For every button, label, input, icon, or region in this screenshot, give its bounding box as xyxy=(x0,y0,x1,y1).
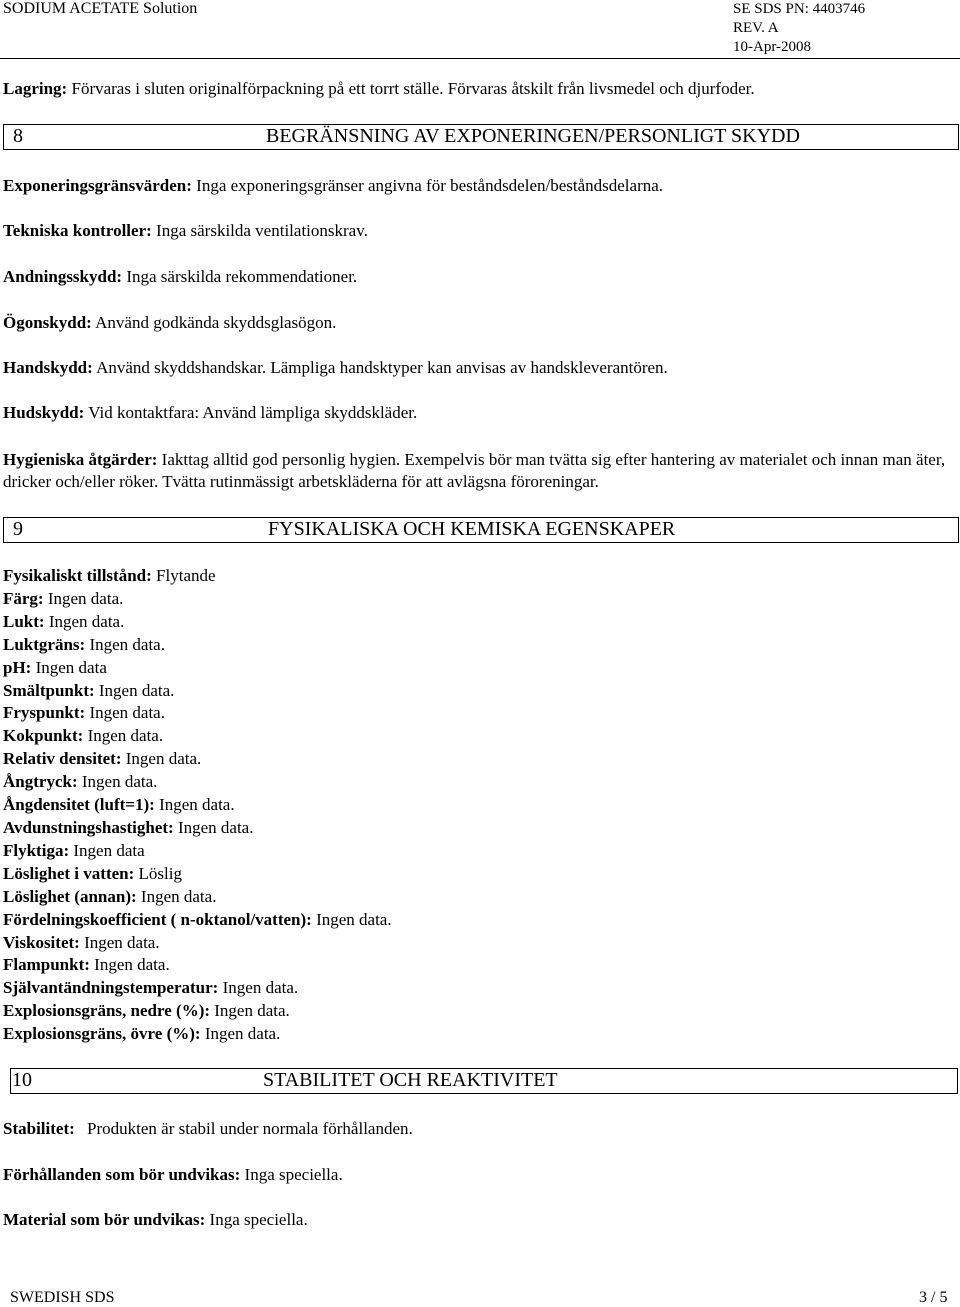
field-value: Använd godkända skyddsglasögon. xyxy=(95,313,337,332)
field-label: Förhållanden som bör undvikas: xyxy=(3,1165,241,1184)
property-row xyxy=(3,1023,392,1046)
property-row xyxy=(3,909,392,932)
exposure-limits xyxy=(3,176,663,196)
property-value: Löslig xyxy=(138,863,182,883)
field-label: Tekniska kontroller: xyxy=(3,221,152,240)
page-number: 3 / 5 xyxy=(919,1289,948,1306)
conditions-to-avoid xyxy=(3,1165,343,1185)
section-9-header xyxy=(3,517,959,543)
storage-label: Lagring: xyxy=(3,79,68,98)
property-value: Ingen data. xyxy=(87,726,164,746)
field-label: Material som bör undvikas: xyxy=(3,1210,206,1229)
section-10-number: 10 xyxy=(12,1069,32,1091)
revision: REV. A xyxy=(733,20,779,36)
field-value: Produkten är stabil under normala förhållanden. xyxy=(87,1119,413,1138)
property-label: Färg: xyxy=(3,588,44,608)
property-value: Ingen data. xyxy=(98,680,175,700)
property-label: pH: xyxy=(3,657,32,677)
property-row xyxy=(3,565,392,588)
property-value: Ingen data. xyxy=(89,634,165,654)
field-value: Iakttag alltid god personlig hygien. Exempelvis bör man tvätta sig efter hantering av materialet och innan man äter, dricker och/eller röker. Tvätta rutinmässigt arbetskläderna för att avlägsna föroreningar. xyxy=(3,450,946,491)
physical-properties-list xyxy=(3,565,392,1046)
property-label: Självantändningstemperatur: xyxy=(3,978,219,998)
field-label: Exponeringsgränsvärden: xyxy=(3,176,192,195)
skin-protection xyxy=(3,403,417,423)
respiratory-protection xyxy=(3,267,357,287)
eye-protection xyxy=(3,313,336,333)
property-value: Ingen data. xyxy=(48,611,125,631)
field-value: Inga exponeringsgränser angivna för beståndsdelen/beståndsdelarna. xyxy=(196,176,664,195)
property-value: Ingen data. xyxy=(204,1024,281,1044)
property-value: Ingen data. xyxy=(140,886,217,906)
property-value: Ingen data. xyxy=(84,932,160,952)
storage-line xyxy=(3,79,755,99)
property-row xyxy=(3,702,392,725)
field-value: Använd skyddshandskar. Lämpliga handsktyper kan anvisas av handskleverantören. xyxy=(96,358,668,377)
property-value: Flytande xyxy=(156,566,216,585)
property-row xyxy=(3,840,392,863)
property-value: Ingen data. xyxy=(89,703,165,723)
property-value: Ingen data. xyxy=(94,955,170,975)
property-row xyxy=(3,886,392,909)
property-row xyxy=(3,932,392,955)
property-value: Ingen data. xyxy=(214,1001,290,1021)
property-value: Ingen data. xyxy=(222,978,299,998)
property-label: Löslighet (annan): xyxy=(3,886,137,906)
property-label: Fryspunkt: xyxy=(3,703,86,723)
field-value: Vid kontaktfara: Använd lämpliga skyddskläder. xyxy=(88,403,418,422)
property-row xyxy=(3,977,392,1000)
stability xyxy=(3,1119,413,1139)
hand-protection xyxy=(3,358,668,378)
property-row xyxy=(3,634,392,657)
property-row xyxy=(3,794,392,817)
revision-date: 10-Apr-2008 xyxy=(733,39,812,55)
section-10-header xyxy=(10,1068,958,1094)
property-row xyxy=(3,680,392,703)
property-label: Kokpunkt: xyxy=(3,726,84,746)
field-value: Inga särskilda ventilationskrav. xyxy=(156,221,368,240)
property-row xyxy=(3,1000,392,1023)
property-value: Ingen data. xyxy=(47,588,124,608)
document-id-block xyxy=(733,0,865,57)
property-row xyxy=(3,771,392,794)
property-row xyxy=(3,748,392,771)
section-8-title: BEGRÄNSNING AV EXPONERINGEN/PERSONLIGT SKYDD xyxy=(266,125,800,147)
property-value: Ingen data. xyxy=(125,749,202,769)
hygiene-measures xyxy=(3,449,953,493)
property-label: Löslighet i vatten: xyxy=(3,863,135,883)
property-row xyxy=(3,657,392,680)
field-label: Hudskydd: xyxy=(3,403,85,422)
property-label: Smältpunkt: xyxy=(3,680,95,700)
property-row xyxy=(3,954,392,977)
property-row xyxy=(3,611,392,634)
property-label: Flampunkt: xyxy=(3,955,90,975)
property-label: Explosionsgräns, nedre (%): xyxy=(3,1001,211,1021)
property-label: Flyktiga: xyxy=(3,840,70,860)
footer-document-type: SWEDISH SDS xyxy=(10,1289,115,1306)
property-value: Ingen data. xyxy=(81,772,158,792)
header-divider xyxy=(0,58,960,59)
property-value: Ingen data xyxy=(35,657,107,677)
property-label: Ångdensitet (luft=1): xyxy=(3,795,155,815)
property-row xyxy=(3,725,392,748)
field-label: Stabilitet: xyxy=(3,1119,75,1138)
field-value: Inga speciella. xyxy=(209,1210,308,1229)
property-value: Ingen data. xyxy=(159,795,235,815)
property-label: Fysikaliskt tillstånd: xyxy=(3,566,152,585)
property-label: Lukt: xyxy=(3,611,45,631)
property-label: Explosionsgräns, övre (%): xyxy=(3,1024,201,1044)
field-label: Hygieniska åtgärder: xyxy=(3,450,158,469)
property-value: Ingen data. xyxy=(316,909,392,929)
section-9-title: FYSIKALISKA OCH KEMISKA EGENSKAPER xyxy=(268,518,676,540)
section-10-title: STABILITET OCH REAKTIVITET xyxy=(263,1069,558,1091)
storage-text: Förvaras i sluten originalförpackning på ett torrt ställe. Förvaras åtskilt från livsmedel och djurfoder. xyxy=(71,79,755,98)
technical-controls xyxy=(3,221,368,241)
property-value: Ingen data. xyxy=(177,817,254,837)
property-row xyxy=(3,863,392,886)
field-label: Ögonskydd: xyxy=(3,313,92,332)
property-label: Fördelningskoefficient ( n-oktanol/vatten): xyxy=(3,909,312,929)
document-id: SE SDS PN: 4403746 xyxy=(733,1,866,17)
property-label: Relativ densitet: xyxy=(3,749,122,769)
property-row xyxy=(3,588,392,611)
product-name: SODIUM ACETATE Solution xyxy=(3,0,198,17)
section-8-header xyxy=(3,124,959,150)
property-label: Luktgräns: xyxy=(3,634,86,654)
field-label: Handskydd: xyxy=(3,358,93,377)
field-value: Inga speciella. xyxy=(244,1165,343,1184)
property-label: Viskositet: xyxy=(3,932,80,952)
property-label: Ångtryck: xyxy=(3,772,78,792)
materials-to-avoid xyxy=(3,1210,308,1230)
section-8-number: 8 xyxy=(13,125,23,147)
field-label: Andningsskydd: xyxy=(3,267,123,286)
property-value: Ingen data xyxy=(73,840,145,860)
property-label: Avdunstningshastighet: xyxy=(3,817,174,837)
property-row xyxy=(3,817,392,840)
section-9-number: 9 xyxy=(13,518,23,540)
field-value: Inga särskilda rekommendationer. xyxy=(126,267,358,286)
